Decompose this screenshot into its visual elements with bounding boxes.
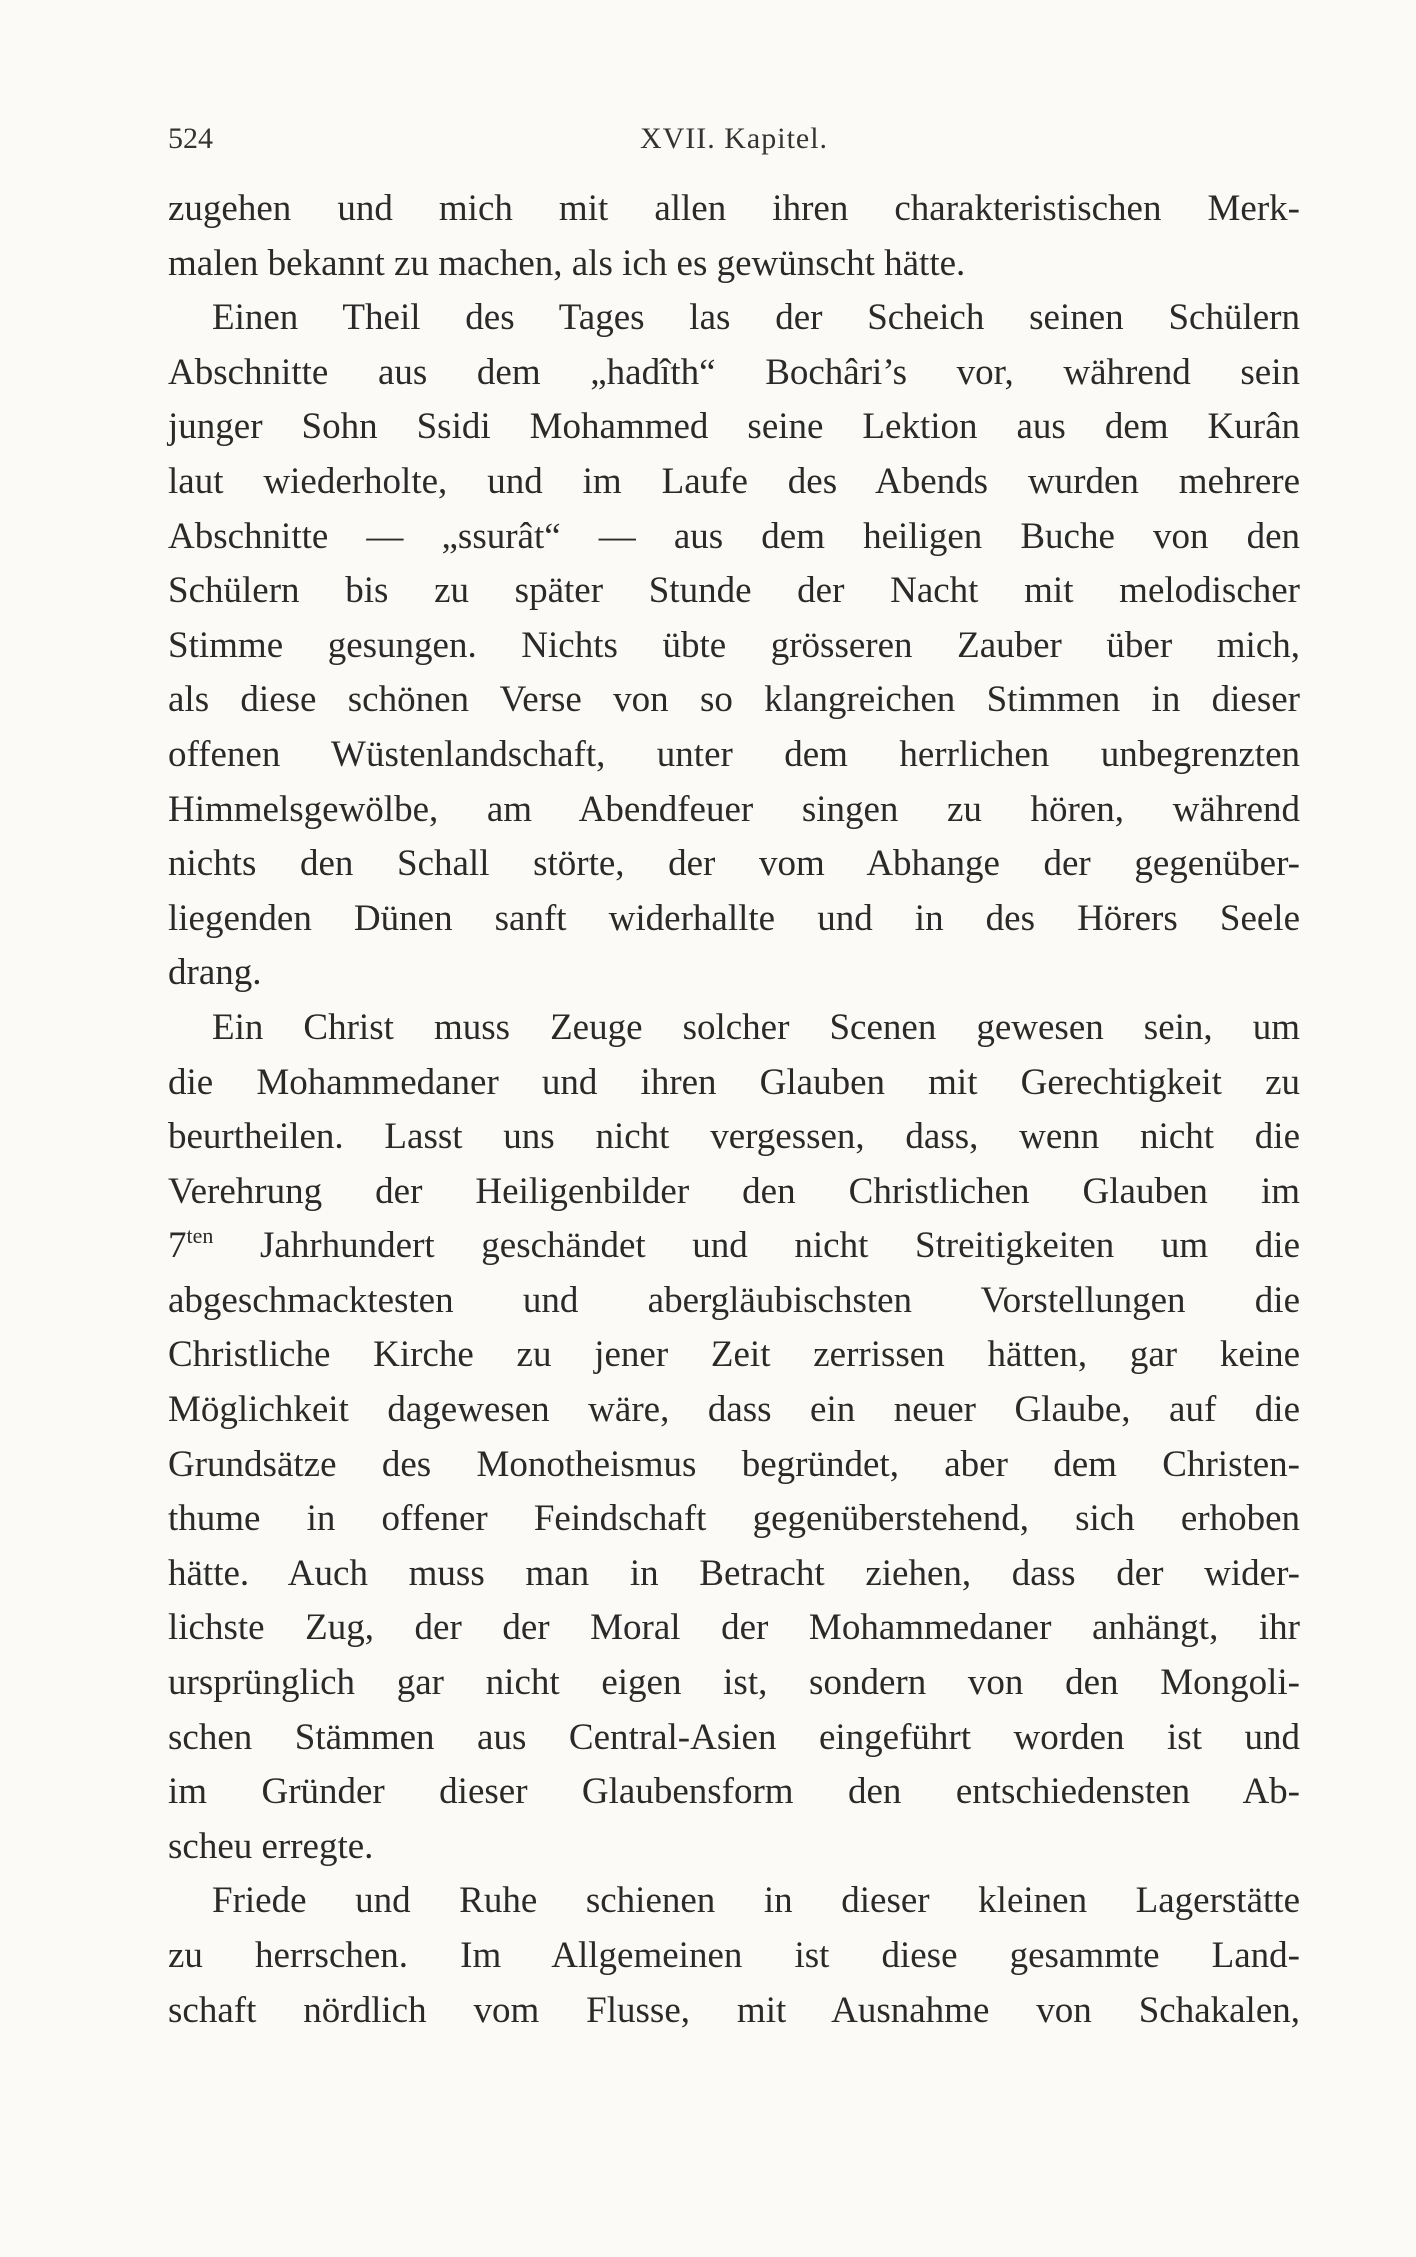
text-line: Verehrung der Heiligenbilder den Christlichen Glauben im [168,1170,1300,1212]
text-line: zu herrschen. Im Allgemeinen ist diese gesammte Land- [168,1935,1300,1976]
running-head [168,108,1300,168]
text-line: junger Sohn Ssidi Mohammed seine Lektion aus dem Kurân [168,406,1300,448]
text-line: Himmelsgewölbe, am Abendfeuer singen zu hören, während [168,788,1300,830]
text-line: zugehen und mich mit allen ihren charakteristischen Merk- [168,188,1300,229]
text-line: als diese schönen Verse von so klangreichen Stimmen in dieser [168,679,1300,721]
text-line: abgeschmacktesten und abergläubischsten Vorstellungen die [168,1279,1300,1321]
paragraph-first-line: Einen Theil des Tages las der Scheich seinen Schülern [212,297,1300,339]
chapter-title: XVII. Kapitel. [639,122,829,155]
line-remainder: Jahrhundert geschändet und nicht Streitigkeiten um die [213,1225,1300,1267]
ordinal-number: 7 [168,1225,187,1267]
text-line: schen Stämmen aus Central-Asien eingeführt worden ist und [168,1716,1300,1758]
page-number: 524 [168,122,213,155]
text-line: beurtheilen. Lasst uns nicht vergessen, dass, wenn nicht die [168,1116,1300,1158]
text-line: Stimme gesungen. Nichts übte grösseren Zauber über mich, [168,624,1300,666]
text-line: die Mohammedaner und ihren Glauben mit Gerechtigkeit zu [168,1061,1300,1103]
book-page [168,108,1300,2038]
text-line: nichts den Schall störte, der vom Abhange der gegenüber- [168,843,1300,885]
text-line: scheu erregte. [168,1825,374,1867]
text-line: Abschnitte aus dem „hadîth“ Bochâri’s vor, während sein [168,351,1300,393]
text-line: hätte. Auch muss man in Betracht ziehen, dass der wider- [168,1552,1300,1594]
text-line: drang. [168,952,262,994]
text-line: lichste Zug, der der Moral der Mohammedaner anhängt, ihr [168,1607,1300,1649]
text-line: thume in offener Feindschaft gegenüberstehend, sich erhoben [168,1498,1300,1540]
paragraph-first-line: Friede und Ruhe schienen in dieser kleinen Lagerstätte [212,1880,1300,1922]
text-line: ursprünglich gar nicht eigen ist, sondern von den Mongoli- [168,1662,1300,1704]
text-line: Schülern bis zu später Stunde der Nacht mit melodischer [168,570,1300,612]
body-text [168,182,1300,2038]
paragraph-first-line: Ein Christ muss Zeuge solcher Scenen gewesen sein, um [212,1006,1300,1048]
ordinal-superscript: ten [186,1223,214,1249]
text-line: malen bekannt zu machen, als ich es gewünscht hätte. [168,242,966,284]
text-line: schaft nördlich vom Flusse, mit Ausnahme von Schakalen, [168,1989,1300,2031]
text-line: Abschnitte — „ssurât“ — aus dem heiligen Buche von den [168,515,1300,557]
text-line: Christliche Kirche zu jener Zeit zerrissen hätten, gar keine [168,1334,1300,1376]
text-line: liegenden Dünen sanft widerhallte und in des Hörers Seele [168,897,1300,939]
text-line: Möglichkeit dagewesen wäre, dass ein neuer Glaube, auf die [168,1389,1300,1431]
text-line: Grundsätze des Monotheismus begründet, aber dem Christen- [168,1443,1300,1485]
text-line: laut wiederholte, und im Laufe des Abends wurden mehrere [168,460,1300,502]
text-line: offenen Wüstenlandschaft, unter dem herrlichen unbegrenzten [168,733,1300,775]
text-line-with-superscript [168,1219,1300,1274]
text-line: im Gründer dieser Glaubensform den entschiedensten Ab- [168,1771,1300,1813]
